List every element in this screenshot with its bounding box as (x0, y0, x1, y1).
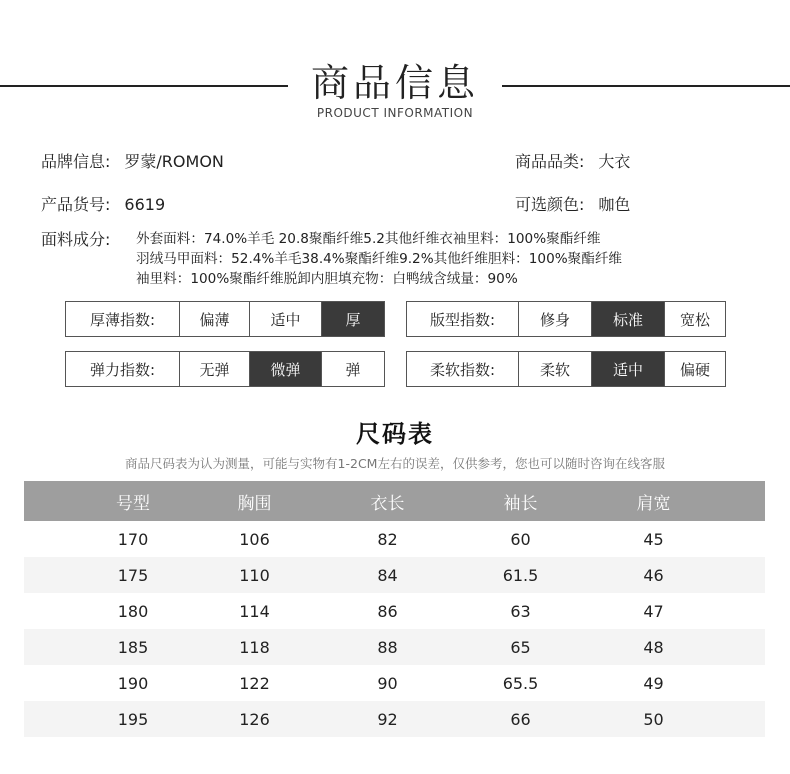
thickness-option: 偏薄 (179, 302, 249, 336)
table-cell: 195 (117, 709, 149, 729)
table-cell: 110 (239, 565, 270, 585)
header-cell: 号型 (116, 493, 150, 514)
table-cell: 114 (239, 601, 270, 621)
fabric-label: 面料成分: (41, 230, 111, 249)
table-cell: 49 (643, 673, 664, 693)
sku-value: 6619 (124, 195, 166, 214)
stretch-option: 无弹 (179, 352, 249, 386)
table-cell: 190 (117, 673, 149, 693)
brand-label: 品牌信息: (41, 152, 111, 171)
fabric-lines (136, 229, 656, 289)
table-cell: 60 (510, 529, 531, 549)
section-header (0, 58, 790, 128)
fit-option: 宽松 (664, 302, 725, 336)
fit-option: 标准 (591, 302, 664, 336)
thickness-index (65, 301, 385, 337)
stretch-option: 微弹 (249, 352, 321, 386)
table-cell: 84 (377, 565, 398, 585)
table-row (24, 629, 765, 665)
table-row (24, 701, 765, 737)
fit-option: 修身 (518, 302, 591, 336)
table-cell: 63 (510, 601, 531, 621)
stretch-index-label: 弹力指数: (89, 360, 156, 379)
table-cell: 126 (239, 709, 270, 729)
table-cell: 50 (643, 709, 664, 729)
table-cell: 122 (239, 673, 270, 693)
table-cell: 82 (377, 529, 398, 549)
table-cell: 47 (643, 601, 664, 621)
fabric-line: 羽绒马甲面料：52.4%羊毛38.4%聚酯纤维9.2%其他纤维胆料：100%聚酯纤维 (136, 251, 623, 267)
page-subtitle: PRODUCT INFORMATION (316, 106, 474, 120)
size-table-header (24, 481, 765, 521)
fabric-line: 外套面料：74.0%羊毛 20.8聚酯纤维5.2其他纤维衣袖里料：100%聚酯纤维 (136, 231, 601, 247)
table-cell: 185 (117, 637, 149, 657)
size-chart-title: 尺码表 (356, 420, 434, 448)
table-cell: 65.5 (502, 673, 539, 693)
table-cell: 45 (643, 529, 664, 549)
softness-option: 适中 (591, 352, 664, 386)
softness-index (406, 351, 726, 387)
table-row (24, 521, 765, 557)
table-cell: 106 (239, 529, 270, 549)
table-cell: 90 (377, 673, 398, 693)
table-cell: 88 (377, 637, 398, 657)
category-info (515, 149, 630, 172)
thickness-option: 适中 (249, 302, 321, 336)
table-cell: 66 (510, 709, 531, 729)
header-cell: 肩宽 (636, 493, 671, 514)
table-cell: 170 (117, 529, 149, 549)
color-label: 可选颜色: (515, 195, 585, 214)
table-cell: 86 (377, 601, 398, 621)
table-row (24, 593, 765, 629)
fit-index-label: 版型指数: (429, 310, 496, 329)
fabric-line: 袖里料：100%聚酯纤维脱卸内胆填充物：白鸭绒含绒量：90% (136, 271, 518, 287)
header-cell: 袖长 (503, 493, 538, 514)
color-value: 咖色 (598, 195, 631, 214)
table-cell: 92 (377, 709, 398, 729)
thickness-index-label: 厚薄指数: (89, 310, 156, 329)
table-row (24, 557, 765, 593)
stretch-index (65, 351, 385, 387)
table-row (24, 665, 765, 701)
softness-index-label: 柔软指数: (429, 360, 496, 379)
page-title: 商品信息 (310, 61, 479, 105)
table-cell: 46 (643, 565, 664, 585)
size-table-body (24, 521, 765, 737)
table-cell: 48 (643, 637, 664, 657)
table-cell: 180 (117, 601, 149, 621)
sku-label: 产品货号: (41, 195, 111, 214)
fit-index (406, 301, 726, 337)
category-label: 商品品类: (515, 152, 585, 171)
header-cell: 胸围 (237, 493, 272, 514)
brand-value: 罗蒙/ROMON (124, 152, 224, 171)
thickness-option: 厚 (321, 302, 384, 336)
softness-option: 偏硬 (664, 352, 725, 386)
color-info (515, 192, 630, 215)
sku-info (41, 192, 165, 215)
brand-info (41, 149, 224, 172)
category-value: 大衣 (598, 152, 631, 171)
table-cell: 118 (239, 637, 270, 657)
size-table (24, 481, 765, 737)
table-cell: 175 (117, 565, 149, 585)
softness-option: 柔软 (518, 352, 591, 386)
header-cell: 衣长 (370, 493, 405, 514)
table-cell: 65 (510, 637, 531, 657)
stretch-option: 弹 (321, 352, 384, 386)
size-chart-note: 商品尺码表为认为测量，可能与实物有1-2CM左右的误差，仅供参考，您也可以随时咨询在线客服 (125, 456, 665, 471)
table-cell: 61.5 (502, 565, 539, 585)
